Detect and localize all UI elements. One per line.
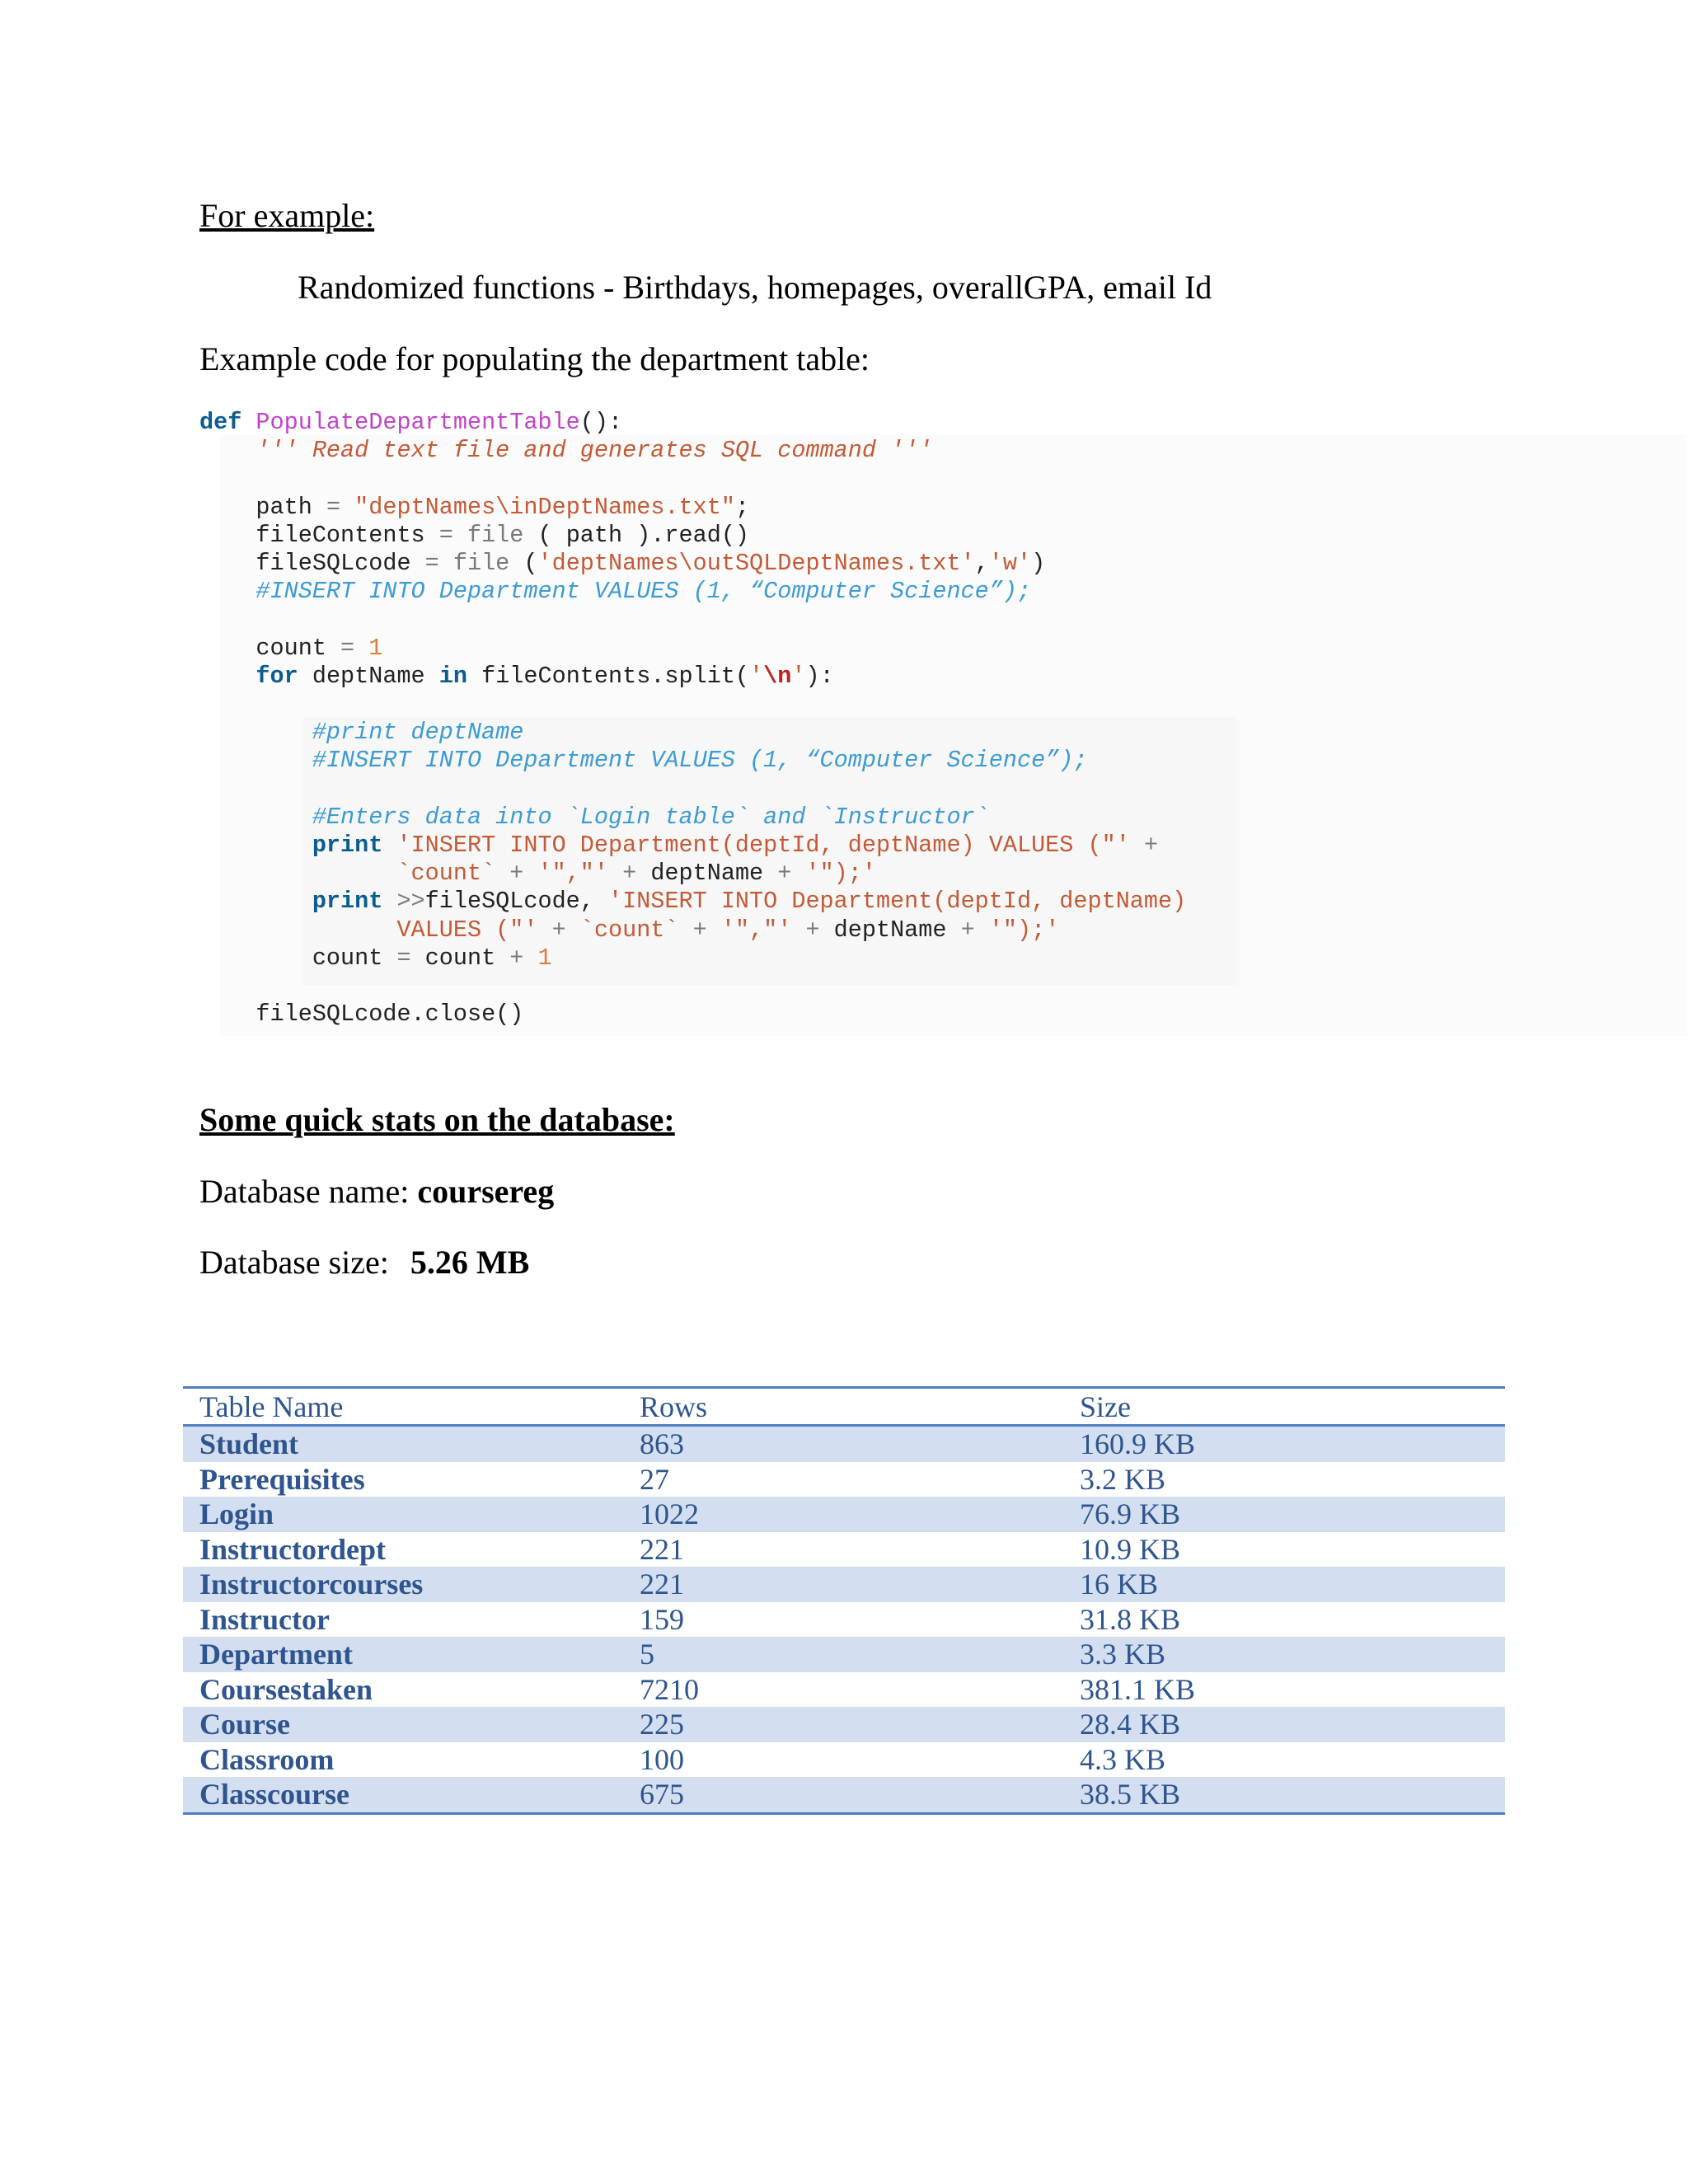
code-comment: #INSERT INTO Department VALUES (1, “Computer Science”); (312, 747, 1088, 775)
cell-table-name: Instructor (199, 1602, 330, 1636)
cell-size: 28.4 KB (1063, 1707, 1505, 1742)
code-token: for (256, 662, 298, 690)
code-token: = (326, 493, 341, 521)
cell-size: 76.9 KB (1063, 1497, 1505, 1532)
code-token: ( (509, 550, 538, 578)
code-token: print (312, 888, 383, 916)
code-token: file (452, 521, 524, 549)
code-intro-text: Example code for populating the department table: (199, 340, 870, 377)
code-token: `count` (396, 860, 496, 888)
table-row (183, 1637, 1505, 1672)
cell-rows: 159 (640, 1602, 684, 1636)
table-row (183, 1742, 1505, 1778)
table-row (183, 1462, 1505, 1497)
table-row (183, 1497, 1505, 1532)
cell-size: 3.2 KB (1080, 1462, 1166, 1496)
table-row (183, 1532, 1505, 1568)
cell-table-name: Classcourse (183, 1777, 623, 1813)
cell-rows: 863 (623, 1426, 1063, 1462)
cell-table-name: Classroom (199, 1742, 335, 1776)
code-token: ): (805, 662, 834, 690)
code-token: `count` (579, 916, 679, 944)
code-token: 'w' (988, 550, 1032, 578)
cell-rows: 27 (640, 1462, 669, 1496)
code-token: print (312, 832, 383, 860)
code-comment: #INSERT INTO Department VALUES (1, “Computer Science”); (256, 578, 1032, 606)
database-name-line (199, 1172, 554, 1211)
code-token: count (256, 634, 341, 662)
code-token: 'INSERT INTO Department(deptId, deptName) VALUES ("' (382, 832, 1130, 860)
code-token: fileSQLcode.close() (256, 1001, 524, 1029)
cell-size: 31.8 KB (1080, 1602, 1181, 1636)
table-row (183, 1707, 1505, 1742)
code-token: ; (734, 493, 750, 521)
code-token: + (537, 916, 580, 944)
cell-table-name: Prerequisites (199, 1462, 365, 1496)
cell-rows: 100 (640, 1742, 684, 1776)
cell-size: 381.1 KB (1080, 1672, 1196, 1706)
code-token: def (199, 409, 242, 436)
code-token: = (438, 521, 453, 549)
column-header-rows: Rows (623, 1388, 1063, 1426)
table-row (183, 1567, 1505, 1602)
database-name-value: coursereg (417, 1173, 555, 1210)
code-token: fileContents (256, 521, 439, 549)
database-size-line (199, 1243, 529, 1282)
cell-size: 16 KB (1063, 1567, 1505, 1602)
code-token: + (1129, 832, 1159, 860)
column-header-size: Size (1063, 1388, 1505, 1426)
code-token: ' (791, 662, 806, 690)
code-token: + (678, 916, 721, 944)
code-token: fileSQLcode (256, 550, 425, 578)
code-token: fileSQLcode, (424, 888, 608, 916)
code-token: VALUES ("' (396, 916, 538, 944)
cell-table-name: Login (183, 1497, 623, 1532)
database-size-value: 5.26 MB (410, 1244, 530, 1281)
code-token: = (340, 634, 355, 662)
table-row (183, 1602, 1505, 1638)
code-token: fileContents.split( (467, 662, 750, 690)
code-token: ) (1031, 550, 1046, 578)
code-comment: #print deptName (312, 719, 524, 747)
code-token: 1 (354, 634, 383, 662)
code-token: + (946, 916, 989, 944)
code-token: deptName (650, 860, 764, 888)
cell-rows: 225 (623, 1707, 1063, 1742)
randomized-functions-line: Randomized functions - Birthdays, homepages, overallGPA, email Id (298, 269, 1212, 306)
table-header-row (183, 1388, 1505, 1426)
stats-heading: Some quick stats on the database: (199, 1101, 675, 1138)
code-block (199, 409, 1568, 1035)
code-token: '");' (805, 860, 876, 888)
code-token: "deptNames\inDeptNames.txt" (354, 493, 735, 521)
code-token: 'INSERT INTO Department(deptId, deptName) (608, 888, 1187, 916)
code-token: '","' (537, 860, 609, 888)
code-token: = (396, 944, 411, 972)
code-token: (): (579, 409, 623, 436)
code-token: count (312, 944, 397, 972)
table-row (183, 1672, 1505, 1708)
code-token: , (974, 550, 989, 578)
code-token: + (791, 916, 834, 944)
column-header-table-name: Table Name (183, 1388, 623, 1426)
code-token: ' (749, 662, 764, 690)
code-token: deptName (833, 916, 947, 944)
code-token: = (424, 550, 439, 578)
code-token: >> (382, 888, 425, 916)
cell-table-name: Instructordept (199, 1532, 386, 1566)
code-token: path (256, 493, 326, 521)
cell-rows: 1022 (623, 1497, 1063, 1532)
code-token: ( path ).read() (523, 521, 750, 549)
code-token: PopulateDepartmentTable (256, 409, 580, 436)
cell-rows: 7210 (640, 1672, 699, 1706)
code-token: + (495, 860, 538, 888)
cell-rows: 5 (623, 1637, 1063, 1672)
code-token: deptName (298, 662, 439, 690)
code-token: count (410, 944, 510, 972)
cell-size: 4.3 KB (1080, 1742, 1166, 1776)
cell-rows: 221 (623, 1567, 1063, 1602)
code-token: + (763, 860, 806, 888)
cell-table-name: Department (183, 1637, 623, 1672)
table-row (183, 1777, 1505, 1813)
cell-rows: 675 (623, 1777, 1063, 1813)
database-stats-table (183, 1386, 1505, 1815)
cell-size: 160.9 KB (1063, 1426, 1505, 1462)
cell-size: 3.3 KB (1063, 1637, 1505, 1672)
cell-table-name: Course (183, 1707, 623, 1742)
code-token: file (438, 550, 510, 578)
code-token: 'deptNames\outSQLDeptNames.txt' (537, 550, 975, 578)
code-token: \n (763, 662, 792, 690)
example-heading: For example: (199, 197, 375, 234)
code-comment: #Enters data into `Login table` and `Instructor` (312, 803, 989, 831)
code-token: '");' (988, 916, 1060, 944)
database-name-label: Database name: (199, 1173, 418, 1210)
database-size-label: Database size: (199, 1244, 389, 1281)
cell-table-name: Coursestaken (199, 1672, 373, 1706)
code-token: + (608, 860, 651, 888)
cell-table-name: Student (183, 1426, 623, 1462)
code-docstring: ''' Read text file and generates SQL command ''' (256, 437, 933, 465)
cell-rows: 221 (640, 1532, 684, 1566)
cell-size: 38.5 KB (1063, 1777, 1505, 1813)
table-row (183, 1426, 1505, 1462)
code-token: in (438, 662, 467, 690)
code-token: '","' (720, 916, 792, 944)
cell-table-name: Instructorcourses (183, 1567, 623, 1602)
code-token: 1 (523, 944, 552, 972)
cell-size: 10.9 KB (1080, 1532, 1181, 1566)
code-token: + (509, 944, 524, 972)
